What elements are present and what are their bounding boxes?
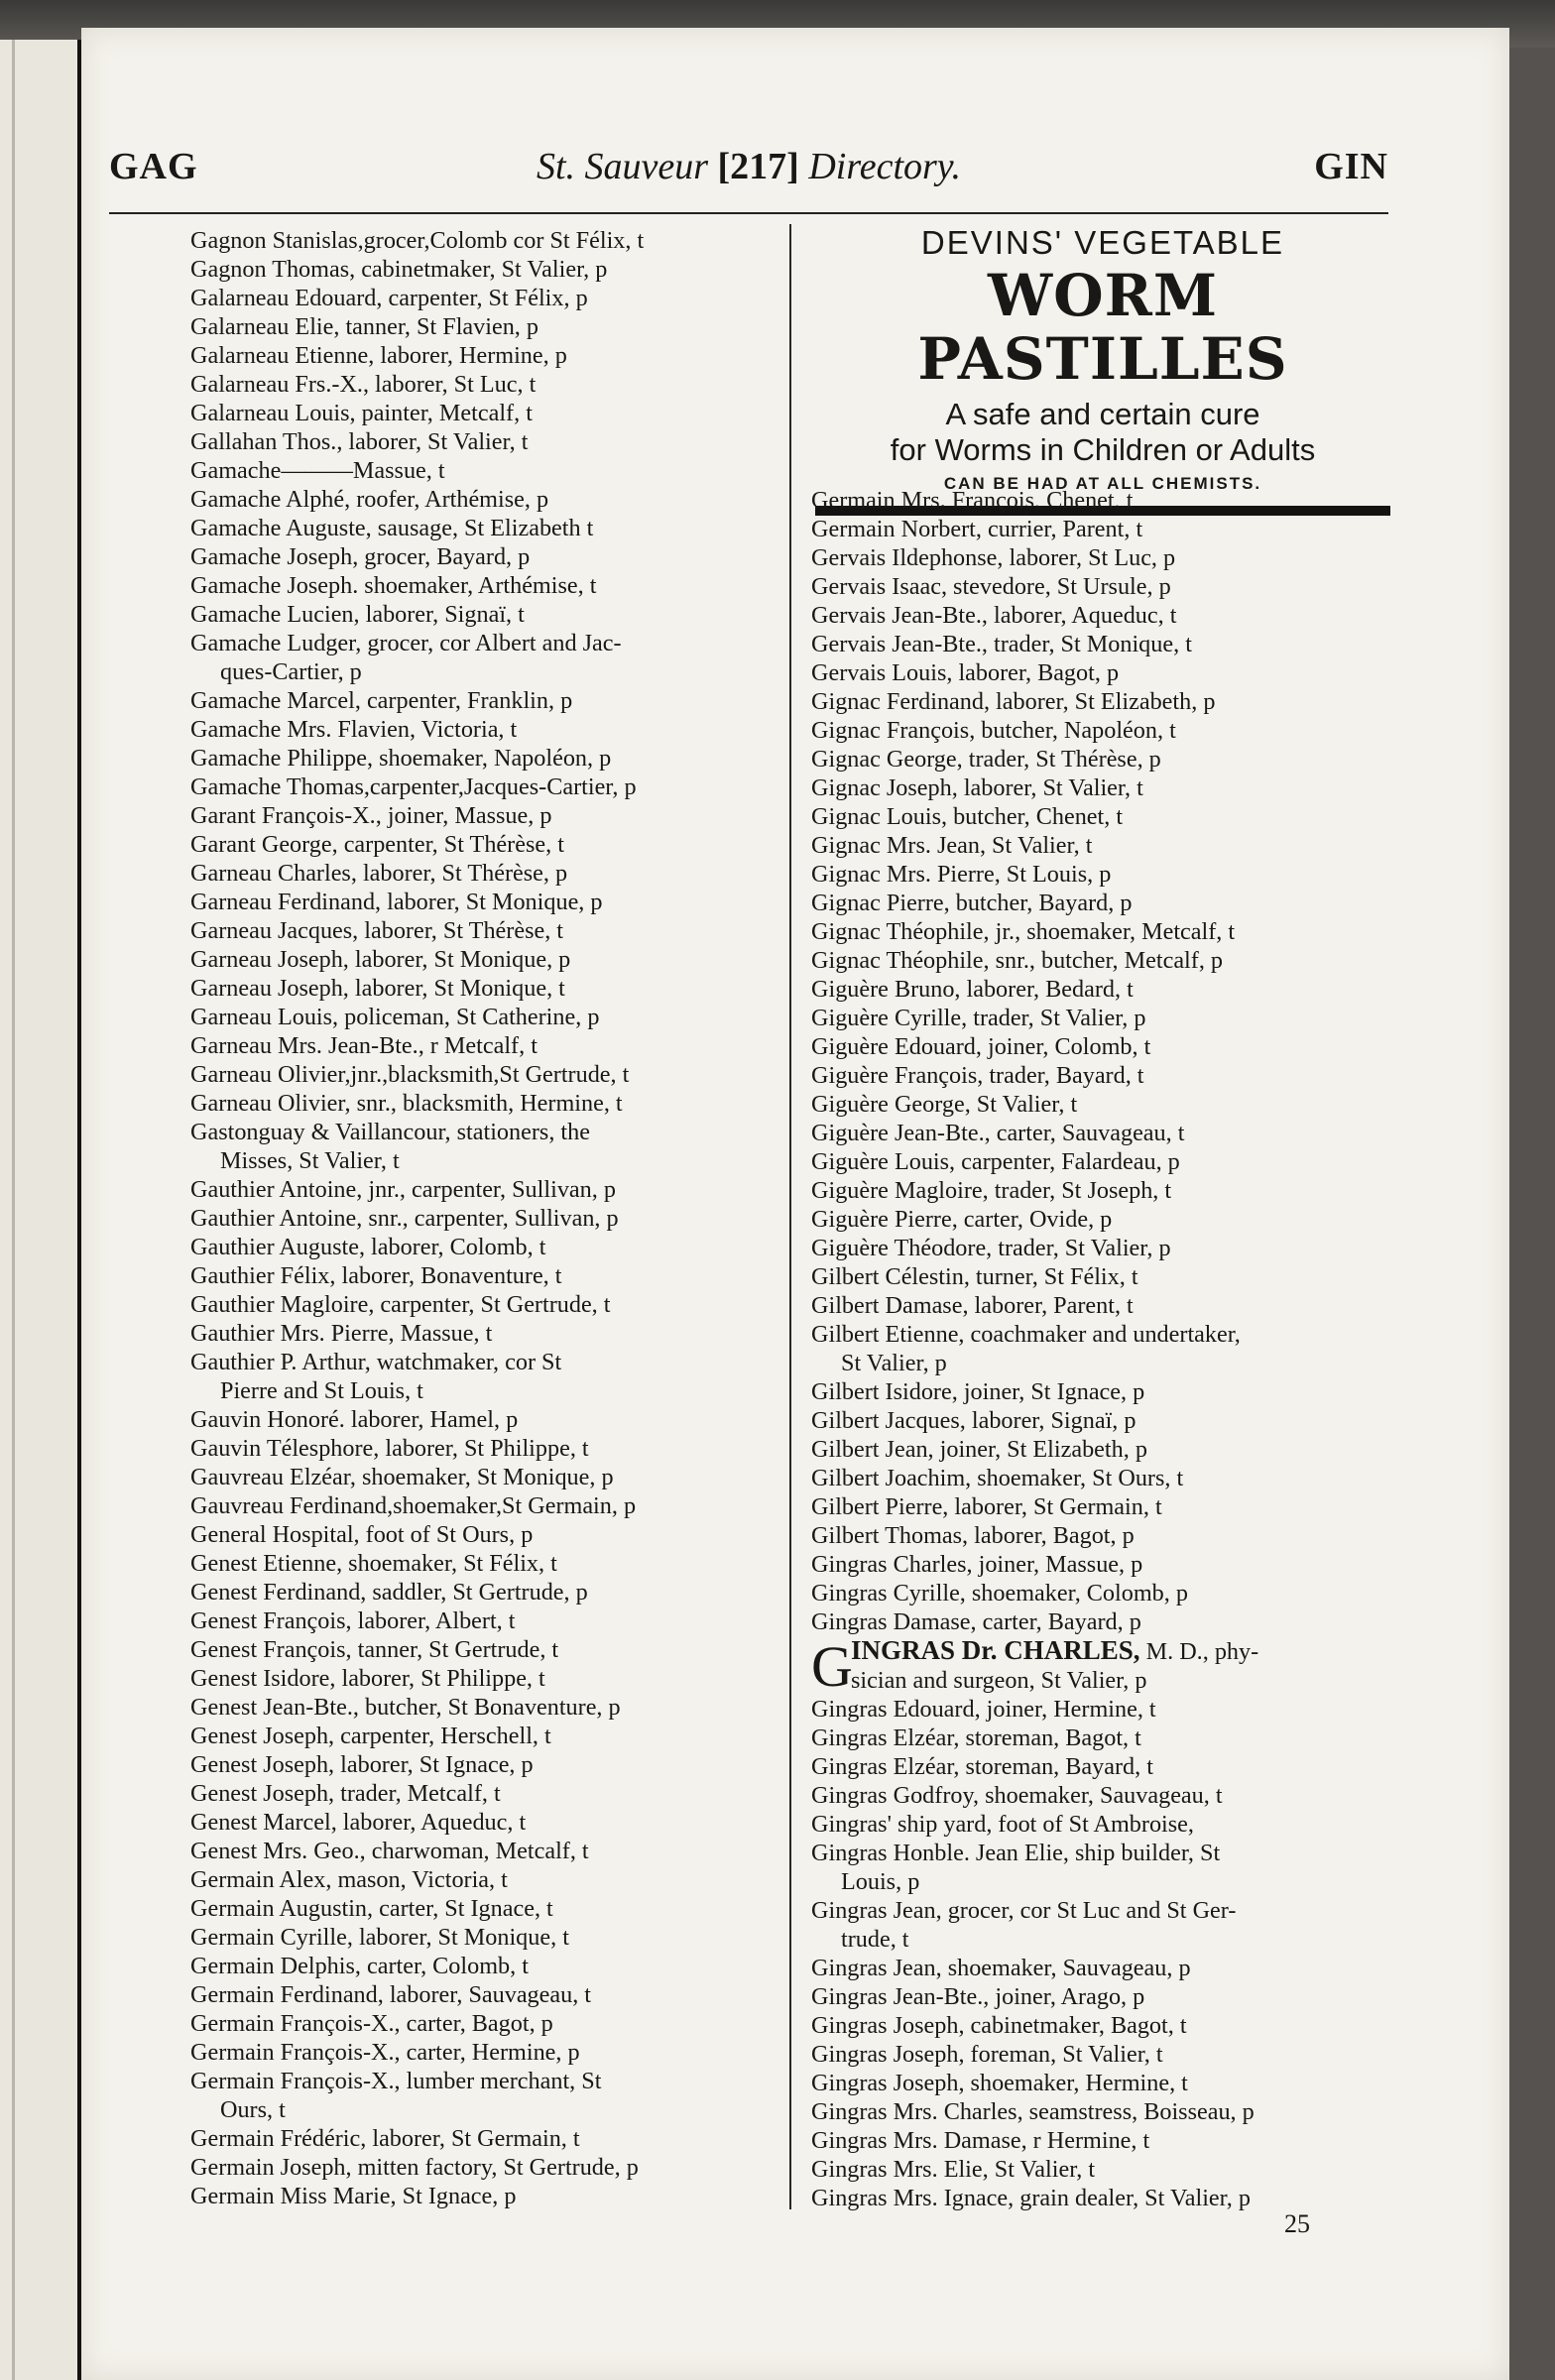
directory-entry: Gagnon Stanislas,grocer,Colomb cor St Félix, t [190,227,645,254]
directory-entry: Germain Cyrille, laborer, St Monique, t [190,1924,569,1951]
directory-entry-continuation: Misses, St Valier, t [220,1147,400,1174]
directory-entry: Gingras Jean, grocer, cor St Luc and St Ger- [811,1897,1237,1924]
directory-entry: Giguère Cyrille, trader, St Valier, p [811,1005,1146,1031]
directory-entry: Germain Miss Marie, St Ignace, p [190,2183,517,2209]
column-divider [789,224,791,2209]
directory-entry: Gingras' ship yard, foot of St Ambroise, [811,1811,1194,1838]
directory-entry: Gingras Edouard, joiner, Hermine, t [811,1696,1156,1723]
directory-entry: Gignac Théophile, jr., shoemaker, Metcalf, t [811,918,1236,945]
directory-entry: Giguère Théodore, trader, St Valier, p [811,1235,1171,1261]
directory-entry: Genest Ferdinand, saddler, St Gertrude, p [190,1579,588,1606]
directory-entry: Gauthier P. Arthur, watchmaker, cor St [190,1349,562,1375]
directory-entry: Gingras Cyrille, shoemaker, Colomb, p [811,1580,1188,1606]
directory-entry: Gingras Honble. Jean Elie, ship builder, St [811,1840,1221,1866]
directory-entry: Gamache Auguste, sausage, St Elizabeth t [190,515,594,541]
directory-entry: Gingras Godfroy, shoemaker, Sauvageau, t [811,1782,1223,1809]
directory-entry: Garneau Charles, laborer, St Thérèse, p [190,860,568,887]
directory-entry: Genest François, laborer, Albert, t [190,1607,516,1634]
directory-entry: Genest Joseph, laborer, St Ignace, p [190,1751,534,1778]
directory-entry: Germain François-X., lumber merchant, St [190,2068,602,2094]
directory-entry: Gignac Mrs. Pierre, St Louis, p [811,861,1112,888]
directory-entry: Gilbert Isidore, joiner, St Ignace, p [811,1378,1145,1405]
directory-entry: Gilbert Célestin, turner, St Félix, t [811,1263,1138,1290]
directory-entry: Genest Joseph, trader, Metcalf, t [190,1780,501,1807]
directory-entry: Gignac Pierre, butcher, Bayard, p [811,890,1133,916]
directory-entry: Germain François-X., carter, Bagot, p [190,2010,553,2037]
directory-entry: Gauvin Honoré. laborer, Hamel, p [190,1406,519,1433]
directory-entry-continuation: trude, t [841,1926,909,1953]
directory-entry: Gilbert Thomas, laborer, Bagot, p [811,1522,1135,1549]
directory-entry: Gingras Jean, shoemaker, Sauvageau, p [811,1955,1191,1981]
directory-entry-continuation: ques-Cartier, p [220,658,362,685]
directory-entry: Gilbert Jean, joiner, St Elizabeth, p [811,1436,1147,1463]
directory-entry-continuation: Louis, p [841,1868,920,1895]
directory-entry: Gauvreau Elzéar, shoemaker, St Monique, p [190,1464,614,1490]
ad-headline: WORM PASTILLES [917,262,1288,393]
directory-entry: Giguère Jean-Bte., carter, Sauvageau, t [811,1120,1185,1146]
directory-entry: Giguère George, St Valier, t [811,1091,1078,1118]
header-title-place: St. Sauveur [536,146,709,187]
directory-entry: Gamache Lucien, laborer, Signaï, t [190,601,525,628]
directory-entry: Gervais Louis, laborer, Bagot, p [811,659,1120,686]
directory-entry: Gauthier Mrs. Pierre, Massue, t [190,1320,493,1347]
directory-entry: Garant George, carpenter, St Thérèse, t [190,831,564,858]
directory-entry: Galarneau Elie, tanner, St Flavien, p [190,313,538,340]
directory-entry: Germain Mrs. François, Chenet, t [811,487,1134,514]
directory-entry: Gervais Jean-Bte., laborer, Aqueduc, t [811,602,1177,629]
directory-entry: Galarneau Louis, painter, Metcalf, t [190,400,533,426]
directory-entry: Germain François-X., carter, Hermine, p [190,2039,580,2066]
directory-entry: Gauthier Félix, laborer, Bonaventure, t [190,1262,562,1289]
directory-entry: Gamache Marcel, carpenter, Franklin, p [190,687,573,714]
directory-entry: Garneau Joseph, laborer, St Monique, p [190,946,571,973]
directory-entry: Gauvin Télesphore, laborer, St Philippe, t [190,1435,589,1462]
directory-entry: Garneau Olivier,jnr.,blacksmith,St Gertrude, t [190,1061,630,1088]
directory-entry: Garneau Mrs. Jean-Bte., r Metcalf, t [190,1032,538,1059]
directory-entry: Gingras Jean-Bte., joiner, Arago, p [811,1983,1145,2010]
directory-entry: General Hospital, foot of St Ours, p [190,1521,534,1548]
directory-entry: Giguère François, trader, Bayard, t [811,1062,1144,1089]
directory-entry: Garant François-X., joiner, Massue, p [190,802,552,829]
left-column [190,226,776,2210]
ad-line-4: for Worms in Children or Adults [890,432,1316,467]
directory-entry: Gignac George, trader, St Thérèse, p [811,746,1161,773]
directory-entry: Gervais Ildephonse, laborer, St Luc, p [811,544,1176,571]
featured-rest: M. D., phy- [1139,1638,1259,1665]
ad-line-3: A safe and certain cure [945,397,1260,431]
directory-entry: Giguère Magloire, trader, St Joseph, t [811,1177,1172,1204]
directory-entry: Gauthier Magloire, carpenter, St Gertrude, t [190,1291,611,1318]
directory-entry: Gingras Joseph, foreman, St Valier, t [811,2041,1163,2068]
directory-entry-continuation: Pierre and St Louis, t [220,1377,423,1404]
right-column [811,486,1406,2212]
directory-entry: Gamache———Massue, t [190,457,445,484]
directory-entry: Gingras Damase, carter, Bayard, p [811,1608,1141,1635]
directory-entry: Genest Joseph, carpenter, Herschell, t [190,1723,551,1749]
directory-entry: Garneau Jacques, laborer, St Thérèse, t [190,917,564,944]
directory-entry: Gilbert Damase, laborer, Parent, t [811,1292,1134,1319]
directory-entry: Gingras Elzéar, storeman, Bayard, t [811,1753,1153,1780]
directory-entry-continuation: Ours, t [220,2096,286,2123]
featured-continuation: sician and surgeon, St Valier, p [851,1667,1147,1694]
directory-entry: Gignac Joseph, laborer, St Valier, t [811,774,1143,801]
header-page-number: [217] [717,146,799,187]
directory-entry: Gamache Joseph. shoemaker, Arthémise, t [190,572,597,599]
directory-entry: Germain Joseph, mitten factory, St Gertrude, p [190,2154,639,2181]
featured-name: INGRAS Dr. CHARLES, [851,1635,1140,1665]
directory-entry: Germain Ferdinand, laborer, Sauvageau, t [190,1981,592,2008]
directory-entry: Genest Mrs. Geo., charwoman, Metcalf, t [190,1838,589,1864]
directory-entry: Gingras Mrs. Damase, r Hermine, t [811,2127,1150,2154]
directory-entry: Galarneau Edouard, carpenter, St Félix, p [190,285,588,311]
directory-entry: Giguère Louis, carpenter, Falardeau, p [811,1148,1180,1175]
directory-entry: Gallahan Thos., laborer, St Valier, t [190,428,529,455]
directory-entry: Gastonguay & Vaillancour, stationers, the [190,1119,590,1145]
directory-entry: Gingras Joseph, shoemaker, Hermine, t [811,2070,1188,2096]
right-entries-b [811,1695,1406,2212]
featured-entry-gingras [811,1634,1406,1699]
directory-entry: Giguère Pierre, carter, Ovide, p [811,1206,1113,1233]
directory-entry: Gauthier Auguste, laborer, Colomb, t [190,1234,546,1260]
advertisement-worm-pastilles [805,222,1400,493]
directory-entry: Gingras Mrs. Elie, St Valier, t [811,2156,1096,2183]
directory-entry: Garneau Olivier, snr., blacksmith, Hermine, t [190,1090,623,1117]
header-title [109,145,1388,188]
directory-entry: Gingras Joseph, cabinetmaker, Bagot, t [811,2012,1187,2039]
directory-entry: Gignac Théophile, snr., butcher, Metcalf, p [811,947,1224,974]
ad-line-5: CAN BE HAD AT ALL CHEMISTS. [943,474,1262,493]
directory-entry: Gauvreau Ferdinand,shoemaker,St Germain, p [190,1492,637,1519]
right-entries-a [811,486,1406,1636]
directory-entry: Garneau Ferdinand, laborer, St Monique, p [190,889,603,915]
directory-entry: Gignac Louis, butcher, Chenet, t [811,803,1124,830]
directory-entry: Gignac Mrs. Jean, St Valier, t [811,832,1093,859]
directory-entry: Gingras Elzéar, storeman, Bagot, t [811,1725,1141,1751]
directory-entry: Giguère Edouard, joiner, Colomb, t [811,1033,1151,1060]
directory-entry: Gilbert Etienne, coachmaker and undertaker, [811,1321,1241,1348]
page-header [109,127,1388,216]
header-title-directory: Directory. [808,146,962,187]
adjacent-page-edge [0,40,82,2380]
directory-entry: Gingras Charles, joiner, Massue, p [811,1551,1143,1578]
directory-entry: Giguère Bruno, laborer, Bedard, t [811,976,1134,1003]
directory-entry: Gamache Joseph, grocer, Bayard, p [190,543,531,570]
footer-page-number: 25 [1284,2209,1310,2238]
directory-entry: Galarneau Frs.-X., laborer, St Luc, t [190,371,537,398]
directory-entry: Germain Delphis, carter, Colomb, t [190,1953,529,1979]
directory-entry: Gamache Thomas,carpenter,Jacques-Cartier, p [190,774,637,800]
directory-entry: Germain Augustin, carter, St Ignace, t [190,1895,553,1922]
directory-entry: Genest Marcel, laborer, Aqueduc, t [190,1809,527,1836]
header-rule [109,212,1388,214]
directory-entry: Galarneau Etienne, laborer, Hermine, p [190,342,567,369]
directory-entry: Gignac Ferdinand, laborer, St Elizabeth, p [811,688,1216,715]
directory-entry: Genest Isidore, laborer, St Philippe, t [190,1665,545,1692]
directory-entry: Genest Jean-Bte., butcher, St Bonaventure, p [190,1694,621,1721]
directory-entry: Germain Alex, mason, Victoria, t [190,1866,508,1893]
header-left-guide-word: GAG [109,146,198,187]
directory-entry: Garneau Joseph, laborer, St Monique, t [190,975,565,1002]
directory-entry: Gauthier Antoine, snr., carpenter, Sullivan, p [190,1205,619,1232]
directory-entry: Gervais Isaac, stevedore, St Ursule, p [811,573,1171,600]
directory-entry: Gingras Mrs. Charles, seamstress, Boisseau, p [811,2098,1255,2125]
directory-entry: Garneau Louis, policeman, St Catherine, p [190,1004,600,1030]
directory-entry: Gauthier Antoine, jnr., carpenter, Sullivan, p [190,1176,616,1203]
directory-entry: Germain Norbert, currier, Parent, t [811,516,1143,542]
directory-entry: Gamache Mrs. Flavien, Victoria, t [190,716,518,743]
directory-entry: Gamache Philippe, shoemaker, Napoléon, p [190,745,612,772]
directory-entry: Gingras Mrs. Ignace, grain dealer, St Valier, p [811,2185,1251,2211]
header-right-guide-word: GIN [1314,146,1388,187]
directory-entry: Germain Frédéric, laborer, St Germain, t [190,2125,580,2152]
directory-entry: Gamache Ludger, grocer, cor Albert and Jac- [190,630,622,656]
directory-entry: Gilbert Pierre, laborer, St Germain, t [811,1493,1162,1520]
directory-entry-continuation: St Valier, p [841,1350,947,1376]
directory-entry: Genest François, tanner, St Gertrude, t [190,1636,559,1663]
directory-entry: Genest Etienne, shoemaker, St Félix, t [190,1550,557,1577]
directory-entry: Gamache Alphé, roofer, Arthémise, p [190,486,549,513]
page-edge-line [12,40,15,2380]
directory-entry: Gervais Jean-Bte., trader, St Monique, t [811,631,1192,657]
drop-cap: G [811,1634,853,1699]
directory-entry: Gilbert Joachim, shoemaker, St Ours, t [811,1465,1184,1491]
directory-entry: Gignac François, butcher, Napoléon, t [811,717,1176,744]
directory-entry: Gagnon Thomas, cabinetmaker, St Valier, p [190,256,608,283]
ad-line-1: DEVINS' VEGETABLE [920,224,1285,261]
directory-entry: Gilbert Jacques, laborer, Signaï, p [811,1407,1136,1434]
